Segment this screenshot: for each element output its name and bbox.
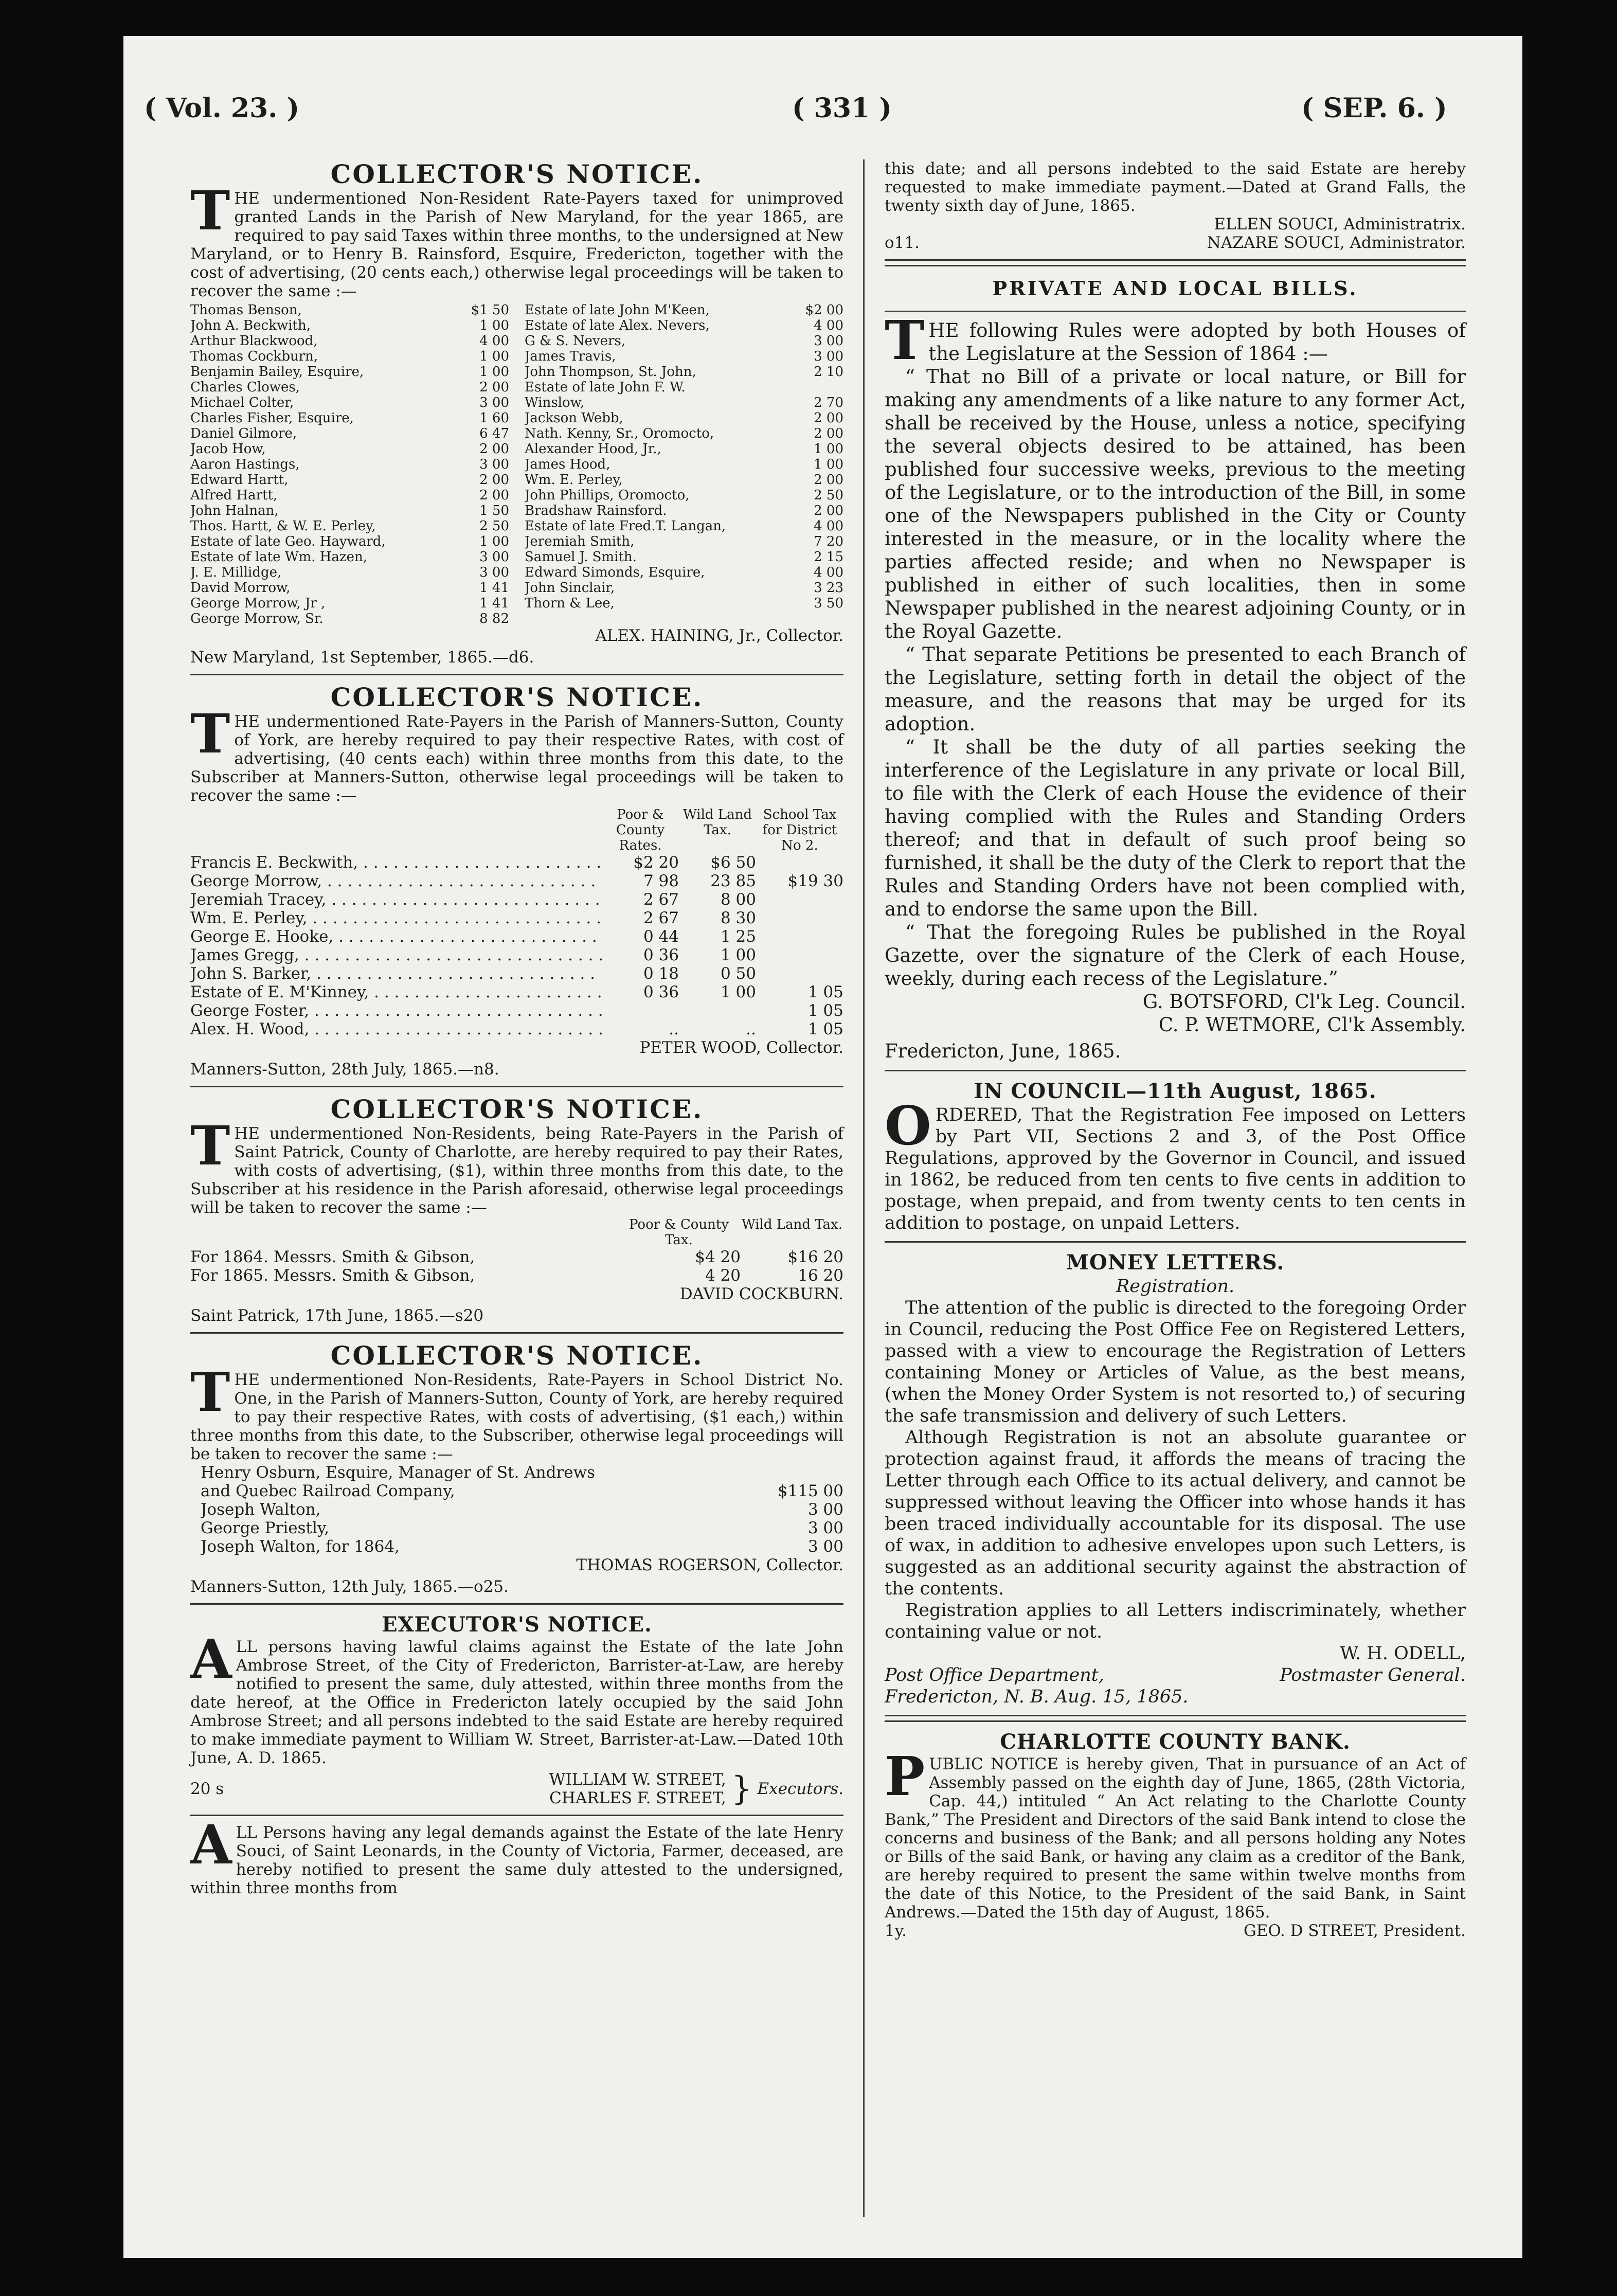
tax-amount: 3 23: [814, 580, 843, 596]
list-item: [190, 596, 509, 611]
taxpayer-name: George Morrow, . . .: [190, 872, 602, 890]
list-item: [525, 410, 843, 426]
taxpayer-name: David Morrow,: [190, 580, 291, 596]
taxpayer-name: Estate of late John F. W.: [525, 380, 686, 395]
wild-land-tax: $16 20: [787, 1248, 843, 1266]
page-number: ( 331 ): [792, 93, 892, 124]
taxpayer-name: For 1865. Messrs. Smith & Gibson,: [190, 1266, 475, 1285]
list-item: [190, 549, 509, 565]
school-tax: [756, 964, 843, 983]
clerk-signature: G. BOTSFORD, Cl'k Leg. Council.: [1142, 991, 1466, 1013]
notice-subtitle: Registration.: [1116, 1276, 1235, 1297]
executor-signature: WILLIAM W. STREET,: [549, 1770, 726, 1789]
tax-amount: 1 00: [479, 364, 509, 380]
tax-amount: 4 00: [479, 333, 509, 349]
list-item: [525, 549, 843, 565]
tax-amount: [787, 380, 843, 395]
list-item: [525, 426, 843, 441]
notice-code: 20 s: [190, 1780, 224, 1798]
list-item: [190, 410, 509, 426]
tax-amount: 1 00: [479, 349, 509, 364]
table-header: [190, 1217, 843, 1248]
school-tax: 1 05: [807, 1001, 843, 1020]
rule-paragraph: “ It shall be the duty of all parties seeking the interference of the Legislature in any private or local Bill, to file with the Clerk of each House the evidence of their having complied with the Rules and Standing Orders thereof; and that in default of such proof being so furnished, it shall be the duty of the Clerk to report that the Rules and Standing Orders have not been complied with, and to endorse the same upon the Bill.: [885, 736, 1466, 920]
poor-rate: 0 36: [643, 983, 679, 1001]
taxpayer-name: John Sinclair,: [525, 580, 615, 596]
executor-role: Executors.: [757, 1780, 843, 1798]
taxpayer-name: Jeremiah Tracey, . . .: [190, 890, 602, 909]
notice-body: THE undermentioned Non-Residents, being Rate-Payers in the Parish of Saint Patrick, County of Charlotte, are hereby required to pay their Rates, with costs of advertising, ($1), within three months from this date, to the Subscriber at his residence in the Parish aforesaid, otherwise legal proceedings will be taken to recover the same :—: [190, 1114, 843, 1217]
signature-group: [549, 1770, 843, 1807]
taxpayer-name: John S. Barker, . . .: [190, 964, 602, 983]
wild-land-tax: 0 50: [720, 964, 756, 983]
poor-rate: $2 20: [633, 853, 679, 872]
notice-title: MONEY LETTERS.: [1066, 1250, 1285, 1275]
tax-amount: $1 50: [471, 302, 509, 318]
poor-rate: 2 67: [643, 909, 679, 927]
tax-amount: $115 00: [777, 1482, 843, 1500]
taxpayer-name: Estate of late John M'Keen,: [525, 302, 710, 318]
poor-rate: [602, 1001, 679, 1020]
poor-rate: 7 98: [643, 872, 679, 890]
taxpayer-name: George Morrow, Sr.: [190, 611, 324, 626]
taxpayer-name: Jeremiah Smith,: [525, 534, 635, 549]
list-item: [525, 364, 843, 380]
list-item: [190, 457, 509, 472]
taxpayer-name: Winslow,: [525, 395, 585, 410]
divider: [190, 1603, 843, 1605]
collector-signature: ALEX. HAINING, Jr., Collector.: [595, 626, 843, 645]
list-item: [190, 333, 509, 349]
notice-dateline: Fredericton, June, 1865.: [885, 1040, 1121, 1062]
tax-amount: 2 50: [479, 518, 509, 534]
notice-paragraph: Although Registration is not an absolute guarantee or protection against fraud, it affords the means of tracing the Letter through each Office to its actual delivery, and cannot be suppressed without leaving the Officer into whose hands it has been traced individually accountable for its disposal. The use of wax, in addition to adhesive envelopes upon such Letters, is suggested as an additional security against the abstraction of the contents.: [885, 1427, 1466, 1599]
taxpayer-name: George Morrow, Jr ,: [190, 596, 326, 611]
notice-dateline: Saint Patrick, 17th June, 1865.—s20: [190, 1306, 484, 1325]
notice-body: ALL Persons having any legal demands against the Estate of the late Henry Souci, of Saint Leonards, in the County of Victoria, Farmer, deceased, are hereby notified to present the same duly attested to the undersigned, within three months from: [190, 1813, 843, 1897]
notice-paragraph: Registration applies to all Letters indiscriminately, whether containing value or not.: [885, 1600, 1466, 1642]
taxpayer-name: Arthur Blackwood,: [190, 333, 318, 349]
school-tax: [756, 909, 843, 927]
list-item: [525, 565, 843, 580]
in-council-notice: [885, 1079, 1466, 1234]
list-item: [525, 302, 843, 318]
taxpayer-name: George Foster, . . .: [190, 1001, 602, 1020]
taxpayer-name: Wm. E. Perley, . . .: [190, 909, 602, 927]
taxpayer-name: Estate of late Geo. Hayward,: [190, 534, 386, 549]
tax-amount: 2 00: [479, 488, 509, 503]
charlotte-county-bank-notice: [885, 1729, 1466, 1940]
wild-land-tax: 8 30: [720, 909, 756, 927]
list-item: [525, 441, 843, 457]
taxpayer-name: Alfred Hartt,: [190, 488, 278, 503]
notice-title: COLLECTOR'S NOTICE.: [330, 682, 704, 712]
taxpayer-name: John Halnan,: [190, 503, 279, 518]
tax-amount: 3 00: [807, 1519, 843, 1537]
tax-amount: 1 41: [479, 596, 509, 611]
list-item: [190, 364, 509, 380]
school-tax: [756, 853, 843, 872]
notice-paragraph: The attention of the public is directed to the foregoing Order in Council, reducing the Post Office Fee on Registered Letters, passed with a view to encourage the Registration of Letters containing Money or Articles of Value, as the best means, (when the Money Order System is not resorted to,) of securing the safe transmission and delivery of such Letters.: [885, 1298, 1466, 1426]
taxpayer-name: Edward Simonds, Esquire,: [525, 565, 705, 580]
tax-amount: 2 00: [814, 503, 843, 518]
list-item: [525, 518, 843, 534]
collector-signature: DAVID COCKBURN.: [679, 1285, 843, 1303]
collector-notice-school-district: [190, 1341, 843, 1596]
wild-land-tax: [679, 1001, 756, 1020]
tax-amount: 1 00: [479, 534, 509, 549]
right-column: [885, 159, 1466, 1940]
list-item: [190, 503, 509, 518]
tax-amount: 4 00: [814, 518, 843, 534]
tax-amount: 4 00: [814, 565, 843, 580]
list-item: [525, 596, 843, 611]
taxpayer-name: Alexander Hood, Jr.,: [525, 441, 661, 457]
notice-dateline: Manners-Sutton, 28th July, 1865.—n8.: [190, 1060, 499, 1079]
table-row: [190, 946, 843, 964]
postmaster-signature: W. H. ODELL,: [1340, 1643, 1466, 1664]
table-row: [190, 1500, 843, 1519]
taxpayer-name: James Gregg, . . .: [190, 946, 602, 964]
taxpayer-lists: [190, 302, 843, 626]
tax-amount: 3 00: [479, 457, 509, 472]
tax-amount: [751, 1463, 843, 1482]
postmaster-role: Postmaster General.: [1280, 1665, 1466, 1685]
table-row: [190, 1537, 843, 1556]
taxpayer-name: Charles Fisher, Esquire,: [190, 410, 354, 426]
taxpayer-name: John Phillips, Oromocto,: [525, 488, 690, 503]
wild-land-tax: ..: [746, 1020, 756, 1038]
list-item: [190, 580, 509, 596]
taxpayer-name: Michael Colter,: [190, 395, 294, 410]
tax-amount: 1 00: [814, 441, 843, 457]
table-row: [190, 890, 843, 909]
tax-amount: $2 00: [805, 302, 843, 318]
taxpayer-name: and Quebec Railroad Company,: [201, 1482, 455, 1500]
notice-body: THE undermentioned Non-Resident Rate-Payers taxed for unimproved granted Lands in the Parish of New Maryland, for the year 1865, are required to pay said Taxes within three months, to the undersigned at New Maryland, or to Henry B. Rainsford, Esquire, Fredericton, together with the cost of advertising, (20 cents each,) otherwise legal proceedings will be taken to recover the same :—: [190, 179, 843, 300]
taxpayer-name: Thomas Benson,: [190, 302, 302, 318]
list-item: [525, 333, 843, 349]
newspaper-page: [123, 36, 1522, 2258]
tax-amount: 6 47: [479, 426, 509, 441]
taxpayer-name: Francis E. Beckwith, . . .: [190, 853, 602, 872]
notice-dateline: Manners-Sutton, 12th July, 1865.—o25.: [190, 1577, 509, 1596]
school-tax: 1 05: [807, 983, 843, 1001]
taxpayer-name: George E. Hooke, . . .: [190, 927, 602, 946]
collector-notice-saint-patrick: [190, 1095, 843, 1325]
taxpayer-name: John Thompson, St. John,: [525, 364, 696, 380]
taxpayer-list-left: [190, 302, 509, 626]
collector-signature: THOMAS ROGERSON, Collector.: [576, 1556, 843, 1574]
wild-land-tax: 1 00: [720, 946, 756, 964]
list-item: [190, 395, 509, 410]
taxpayer-name: Estate of late Wm. Hazen,: [190, 549, 368, 565]
notice-code: o11.: [885, 234, 920, 252]
taxpayer-name: Henry Osburn, Esquire, Manager of St. Andrews: [201, 1463, 596, 1482]
taxpayer-name: James Travis,: [525, 349, 616, 364]
table-row: [190, 872, 843, 890]
wild-land-tax: 23 85: [710, 872, 756, 890]
signature-line: [885, 1664, 1466, 1686]
poor-rate: $4 20: [695, 1248, 741, 1266]
rule-paragraph: “ That the foregoing Rules be published in the Royal Gazette, over the signature of the Clerk of each House, weekly, during each recess of the Legislature.”: [885, 921, 1466, 990]
tax-amount: 3 50: [814, 596, 843, 611]
taxpayer-name: Jackson Webb,: [525, 410, 623, 426]
table-row: [190, 1266, 843, 1285]
taxpayer-name: Alex. H. Wood, . . .: [190, 1020, 602, 1038]
taxpayer-name: Daniel Gilmore,: [190, 426, 297, 441]
table-header: [190, 807, 843, 853]
taxpayer-name: Estate of late Alex. Nevers,: [525, 318, 710, 333]
list-item: [190, 426, 509, 441]
tax-amount: 2 00: [479, 441, 509, 457]
school-tax: 1 05: [807, 1020, 843, 1038]
notice-body: ALL persons having lawful claims against the Estate of the late John Ambrose Street, of the City of Fredericton, Barrister-at-Law, are hereby notified to present the same, duly attested, within three months from the date hereof, at the Office in Fredericton lately occupied by the said John Ambrose Street; and all persons indebted to the said Estate are hereby required to make immediate payment to William W. Street, Barrister-at-Law.—Dated 10th June, A. D. 1865.: [190, 1627, 843, 1767]
taxpayer-name: Bradshaw Rainsford.: [525, 503, 667, 518]
list-item: [525, 580, 843, 596]
taxpayer-name: James Hood,: [525, 457, 610, 472]
taxpayer-name: Charles Clowes,: [190, 380, 300, 395]
tax-amount: 3 00: [479, 565, 509, 580]
list-item: [190, 318, 509, 333]
taxpayer-name: G & S. Nevers,: [525, 333, 626, 349]
notice-title: PRIVATE AND LOCAL BILLS.: [992, 277, 1358, 300]
left-column: [190, 159, 843, 1897]
list-item: [525, 472, 843, 488]
tax-amount: 2 00: [814, 410, 843, 426]
col-header-wild: Wild Land Tax.: [742, 1217, 842, 1232]
list-item: [525, 349, 843, 364]
executor-signature: CHARLES F. STREET,: [549, 1789, 726, 1807]
private-local-bills: [885, 274, 1466, 1063]
table-row: [190, 1519, 843, 1537]
divider: [885, 311, 1466, 312]
column-divider: [863, 159, 865, 2217]
taxpayer-name: John A. Beckwith,: [190, 318, 311, 333]
list-item: [190, 472, 509, 488]
issue-date: ( SEP. 6. ): [1301, 93, 1447, 124]
tax-amount: 2 00: [479, 472, 509, 488]
list-item: [190, 565, 509, 580]
col-header-school: School Tax for District No 2.: [762, 807, 837, 853]
list-item: [525, 318, 843, 333]
taxpayer-name: Aaron Hastings,: [190, 457, 300, 472]
divider: [190, 1815, 843, 1816]
poor-rate: 4 20: [705, 1266, 741, 1285]
clerk-signature: C. P. WETMORE, Cl'k Assembly.: [1158, 1014, 1466, 1036]
table-row: [190, 964, 843, 983]
notice-body: PUBLIC NOTICE is hereby given, That in pursuance of an Act of Assembly passed on the eighth day of June, 1865, (28th Victoria, Cap. 44,) intituled “ An Act relating to the Charlotte County Bank,” The President and Directors of the said Bank intend to close the concerns and business of the Bank; and all persons holding any Notes or Bills of the said Bank, or having any claim as a creditor of the Bank, are hereby required to present the same within twelve months from the date of this Notice, to the President of the said Bank, in Saint Andrews.—Dated the 15th day of August, 1865.: [885, 1745, 1466, 1922]
intro-paragraph: THE following Rules were adopted by both Houses of the Legislature at the Session of 1864 :—: [885, 309, 1466, 372]
money-letters-notice: [885, 1250, 1466, 1708]
brace-glyph: }: [731, 1770, 752, 1808]
souci-estate-notice-continued: [885, 159, 1466, 252]
list-item: [525, 503, 843, 518]
rates-table: [190, 853, 843, 1038]
rates-table: [190, 1463, 843, 1556]
poor-rate: 2 67: [643, 890, 679, 909]
administrator-signature: ELLEN SOUCI, Administratrix.: [1214, 215, 1466, 234]
tax-amount: 3 00: [479, 395, 509, 410]
souci-estate-notice: [190, 1813, 843, 1897]
tax-amount: 3 00: [807, 1500, 843, 1519]
notice-dateline: New Maryland, 1st September, 1865.—d6.: [190, 648, 534, 667]
poor-rate: 0 18: [643, 964, 679, 983]
tax-amount: 2 10: [814, 364, 843, 380]
col-header-wild: Wild Land Tax.: [683, 807, 752, 838]
poor-rate: 0 44: [643, 927, 679, 946]
notice-title: CHARLOTTE COUNTY BANK.: [1000, 1730, 1351, 1754]
tax-amount: 1 00: [814, 457, 843, 472]
taxpayer-name: Estate of E. M'Kinney, . . .: [190, 983, 602, 1001]
list-item: [190, 302, 509, 318]
taxpayer-name: J. E. Millidge,: [190, 565, 282, 580]
list-item: [190, 441, 509, 457]
table-row: [190, 927, 843, 946]
notice-title: COLLECTOR'S NOTICE.: [330, 1340, 704, 1371]
list-item: [190, 518, 509, 534]
rates-table: [190, 1248, 843, 1285]
wild-land-tax: $6 50: [710, 853, 756, 872]
wild-land-tax: 1 25: [720, 927, 756, 946]
signature-line: [885, 1922, 1466, 1940]
notice-body: THE undermentioned Rate-Payers in the Parish of Manners-Sutton, County of York, are hereby required to pay their respective Rates, with cost of advertising, (40 cents each) within three months from this date, to the Subscriber at Manners-Sutton, otherwise legal proceedings will be taken to recover the same :—: [190, 702, 843, 805]
col-header-poor: Poor & County Tax.: [628, 1217, 729, 1248]
taxpayer-name: For 1864. Messrs. Smith & Gibson,: [190, 1248, 475, 1266]
poor-rate: ..: [669, 1020, 679, 1038]
list-item: [525, 488, 843, 503]
divider: [190, 1086, 843, 1087]
list-item: [190, 611, 509, 626]
administrator-signature: NAZARE SOUCI, Administrator.: [1207, 234, 1466, 252]
wild-land-tax: 16 20: [798, 1266, 843, 1285]
school-tax: [756, 927, 843, 946]
poor-rate: 0 36: [643, 946, 679, 964]
list-item: [525, 457, 843, 472]
tax-amount: 7 20: [814, 534, 843, 549]
signature-line: [885, 234, 1466, 252]
executors-notice: [190, 1612, 843, 1807]
school-tax: [756, 946, 843, 964]
wild-land-tax: 8 00: [720, 890, 756, 909]
taxpayer-name: Edward Hartt,: [190, 472, 289, 488]
tax-amount: 2 15: [814, 549, 843, 565]
collector-signature: PETER WOOD, Collector.: [639, 1038, 843, 1057]
tax-amount: 3 00: [479, 549, 509, 565]
tax-amount: 2 00: [814, 472, 843, 488]
list-item: [525, 534, 843, 549]
table-row: [190, 1482, 843, 1500]
notice-body: this date; and all persons indebted to the said Estate are hereby requested to make immediate payment.—Dated at Grand Falls, the twenty sixth day of June, 1865.: [885, 159, 1466, 215]
taxpayer-name: Thomas Cockburn,: [190, 349, 318, 364]
taxpayer-name: Wm. E. Perley,: [525, 472, 623, 488]
taxpayer-name: Thorn & Lee,: [525, 596, 615, 611]
list-item: [525, 380, 843, 395]
collector-notice-manners-sutton: [190, 683, 843, 1079]
list-item: [190, 488, 509, 503]
wild-land-tax: 1 00: [720, 983, 756, 1001]
bank-president-signature: GEO. D STREET, President.: [1243, 1922, 1466, 1940]
school-tax: [756, 890, 843, 909]
rule-paragraph: “ That separate Petitions be presented to each Branch of the Legislature, setting forth in detail the object of the measure, and the reasons that may be urged for its adoption.: [885, 643, 1466, 735]
list-item: [190, 534, 509, 549]
table-row: [190, 1248, 843, 1266]
taxpayer-list-right: [525, 302, 843, 626]
tax-amount: 2 70: [814, 395, 843, 410]
table-row: [190, 909, 843, 927]
table-row: [190, 983, 843, 1001]
notice-title: COLLECTOR'S NOTICE.: [330, 1094, 704, 1124]
notice-title: COLLECTOR'S NOTICE.: [330, 159, 704, 189]
collector-notice-new-maryland: [190, 159, 843, 667]
school-tax: $19 30: [787, 872, 843, 890]
taxpayer-name: Joseph Walton,: [201, 1500, 321, 1519]
divider: [885, 1070, 1466, 1071]
divider: [885, 1715, 1466, 1722]
list-item: [190, 349, 509, 364]
tax-amount: 3 00: [814, 349, 843, 364]
tax-amount: 1 00: [479, 318, 509, 333]
divider: [190, 1332, 843, 1334]
list-item: [190, 380, 509, 395]
notice-body: THE undermentioned Non-Residents, Rate-Payers in School District No. One, in the Parish of Manners-Sutton, County of York, are hereby required to pay their respective Rates, with costs of advertising, ($1 each,) within three months from this date, to the Subscriber, otherwise legal proceedings will be taken to recover the same :—: [190, 1360, 843, 1463]
notice-body: ORDERED, That the Registration Fee imposed on Letters by Part VII, Sections 2 and 3, of the Post Office Regulations, approved by the Governor in Council, and issued in 1862, be reduced from ten cents to five cents in addition to postage, when prepaid, and from twenty cents to ten cents in addition to postage, on unpaid Letters.: [885, 1094, 1466, 1233]
notice-title: IN COUNCIL—11th August, 1865.: [974, 1079, 1377, 1103]
tax-amount: 3 00: [807, 1537, 843, 1556]
tax-amount: 1 60: [479, 410, 509, 426]
taxpayer-name: Estate of late Fred.T. Langan,: [525, 518, 726, 534]
tax-amount: 8 82: [479, 611, 509, 626]
taxpayer-name: Samuel J. Smith.: [525, 549, 637, 565]
divider: [885, 1241, 1466, 1243]
col-header-poor: Poor & County Rates.: [616, 807, 665, 853]
table-row: [190, 1020, 843, 1038]
taxpayer-name: Benjamin Bailey, Esquire,: [190, 364, 364, 380]
table-row: [190, 853, 843, 872]
tax-amount: 1 50: [479, 503, 509, 518]
table-row: [190, 1463, 843, 1482]
rule-paragraph: “ That no Bill of a private or local nature, or Bill for making any amendments of a like nature to any former Act, shall be received by the House, unless a notice, specifying the several objects desired to be attained, has been published four successive weeks, previous to the meeting of the Legislature, or to the introduction of the Bill, in some one of the Newspapers published in the City or County interested in the measure, or in the locality where the parties affected reside; and when no Newspaper is published in either of such localities, then in some Newspaper published in the nearest adjoining County, or in the Royal Gazette.: [885, 366, 1466, 642]
table-row: [190, 1001, 843, 1020]
volume-label: ( Vol. 23. ): [144, 93, 300, 124]
tax-amount: 4 00: [814, 318, 843, 333]
taxpayer-name: George Priestly,: [201, 1519, 330, 1537]
tax-amount: 2 00: [814, 426, 843, 441]
tax-amount: 3 00: [814, 333, 843, 349]
taxpayer-name: Joseph Walton, for 1864,: [201, 1537, 400, 1556]
notice-title: EXECUTOR'S NOTICE.: [382, 1612, 652, 1637]
divider: [885, 259, 1466, 266]
tax-amount: 2 00: [479, 380, 509, 395]
taxpayer-name: Thos. Hartt, & W. E. Perley,: [190, 518, 376, 534]
taxpayer-name: Jacob How,: [190, 441, 266, 457]
notice-code: 1y.: [885, 1922, 907, 1940]
executor-signatures: [190, 1770, 843, 1807]
department-label: Post Office Department,: [885, 1665, 1104, 1685]
divider: [190, 674, 843, 675]
notice-dateline: Fredericton, N. B. Aug. 15, 1865.: [885, 1687, 1189, 1707]
tax-amount: 2 50: [814, 488, 843, 503]
tax-amount: 1 41: [479, 580, 509, 596]
taxpayer-name: Nath. Kenny, Sr., Oromocto,: [525, 426, 714, 441]
list-item: [525, 395, 843, 410]
